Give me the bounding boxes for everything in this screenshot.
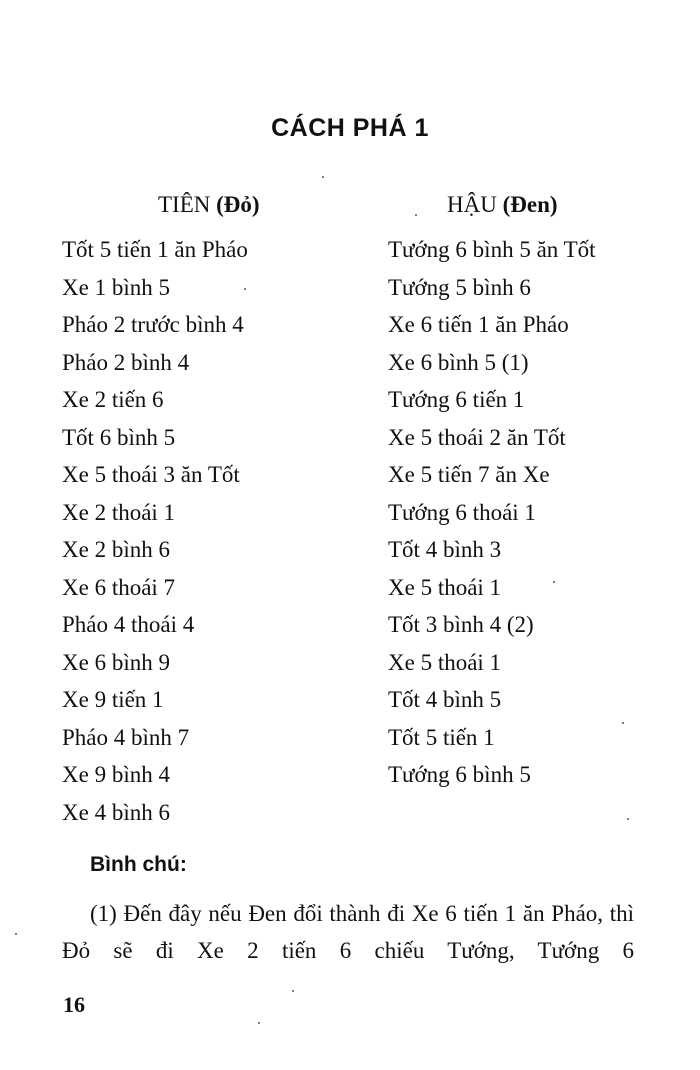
scan-speck	[553, 581, 555, 583]
right-move: Tốt 4 bình 3	[388, 537, 502, 562]
scan-speck	[15, 933, 17, 935]
right-move: Xe 6 bình 5 (1)	[388, 349, 529, 375]
section-title: CÁCH PHÁ 1	[271, 114, 429, 142]
right-column-header-side: (Đen)	[502, 192, 558, 217]
right-column-header	[447, 192, 558, 218]
scan-speck	[244, 288, 246, 290]
left-move: Xe 6 thoái 7	[62, 574, 176, 600]
left-move: Pháo 2 bình 4	[62, 349, 190, 375]
left-move: Xe 2 tiến 6	[62, 387, 164, 412]
left-move: Xe 2 thoái 1	[62, 499, 176, 525]
notes-paragraph: (1) Đến đây nếu Đen đổi thành đi Xe 6 tiến 1 ăn Pháo, thì Đỏ sẽ đi Xe 2 tiến 6 chiếu Tướng, Tướng 6	[62, 901, 634, 963]
left-move: Xe 2 bình 6	[62, 537, 170, 562]
scan-speck	[627, 818, 629, 820]
left-move: Tốt 5 tiến 1 ăn Pháo	[62, 237, 248, 262]
right-move: Xe 5 thoái 1	[388, 574, 502, 600]
scan-speck	[258, 1022, 260, 1024]
scan-speck	[622, 722, 624, 724]
right-move: Tướng 5 bình 6	[388, 274, 531, 300]
left-column-header-side: (Đỏ)	[216, 192, 260, 217]
left-move: Xe 4 bình 6	[62, 799, 170, 825]
right-column-header-main: HẬU	[447, 192, 497, 217]
right-move: Tốt 4 bình 5	[388, 687, 502, 712]
right-move: Tướng 6 bình 5	[388, 762, 531, 787]
left-move: Tốt 6 bình 5	[62, 424, 176, 450]
right-move: Xe 5 thoái 2 ăn Tốt	[388, 424, 566, 450]
left-column-header	[158, 192, 260, 218]
scan-speck	[292, 990, 294, 992]
left-column-header-main: TIÊN	[158, 192, 211, 217]
right-move: Tướng 6 thoái 1	[388, 499, 536, 525]
scan-speck	[415, 214, 417, 216]
left-move: Xe 1 bình 5	[62, 274, 170, 300]
left-move: Xe 9 tiến 1	[62, 687, 164, 712]
left-move: Pháo 4 thoái 4	[62, 612, 195, 637]
left-move: Pháo 4 bình 7	[62, 724, 190, 750]
right-move: Tướng 6 bình 5 ăn Tốt	[388, 237, 596, 262]
right-move: Xe 5 tiến 7 ăn Xe	[388, 462, 550, 487]
right-move: Tốt 5 tiến 1	[388, 724, 495, 750]
left-move: Xe 6 bình 9	[62, 649, 170, 675]
right-moves-list	[388, 233, 596, 796]
right-move: Tốt 3 bình 4 (2)	[388, 612, 534, 637]
right-move: Xe 6 tiến 1 ăn Pháo	[388, 312, 569, 337]
scan-speck	[322, 176, 324, 178]
left-move: Pháo 2 trước bình 4	[62, 312, 244, 337]
page-number: 16	[63, 992, 85, 1017]
notes-heading: Bình chú:	[90, 853, 187, 876]
right-move: Tướng 6 tiến 1	[388, 387, 525, 412]
left-move: Xe 5 thoái 3 ăn Tốt	[62, 462, 240, 487]
left-move: Xe 9 bình 4	[62, 762, 170, 787]
left-moves-list	[62, 233, 248, 833]
right-move: Xe 5 thoái 1	[388, 649, 502, 675]
